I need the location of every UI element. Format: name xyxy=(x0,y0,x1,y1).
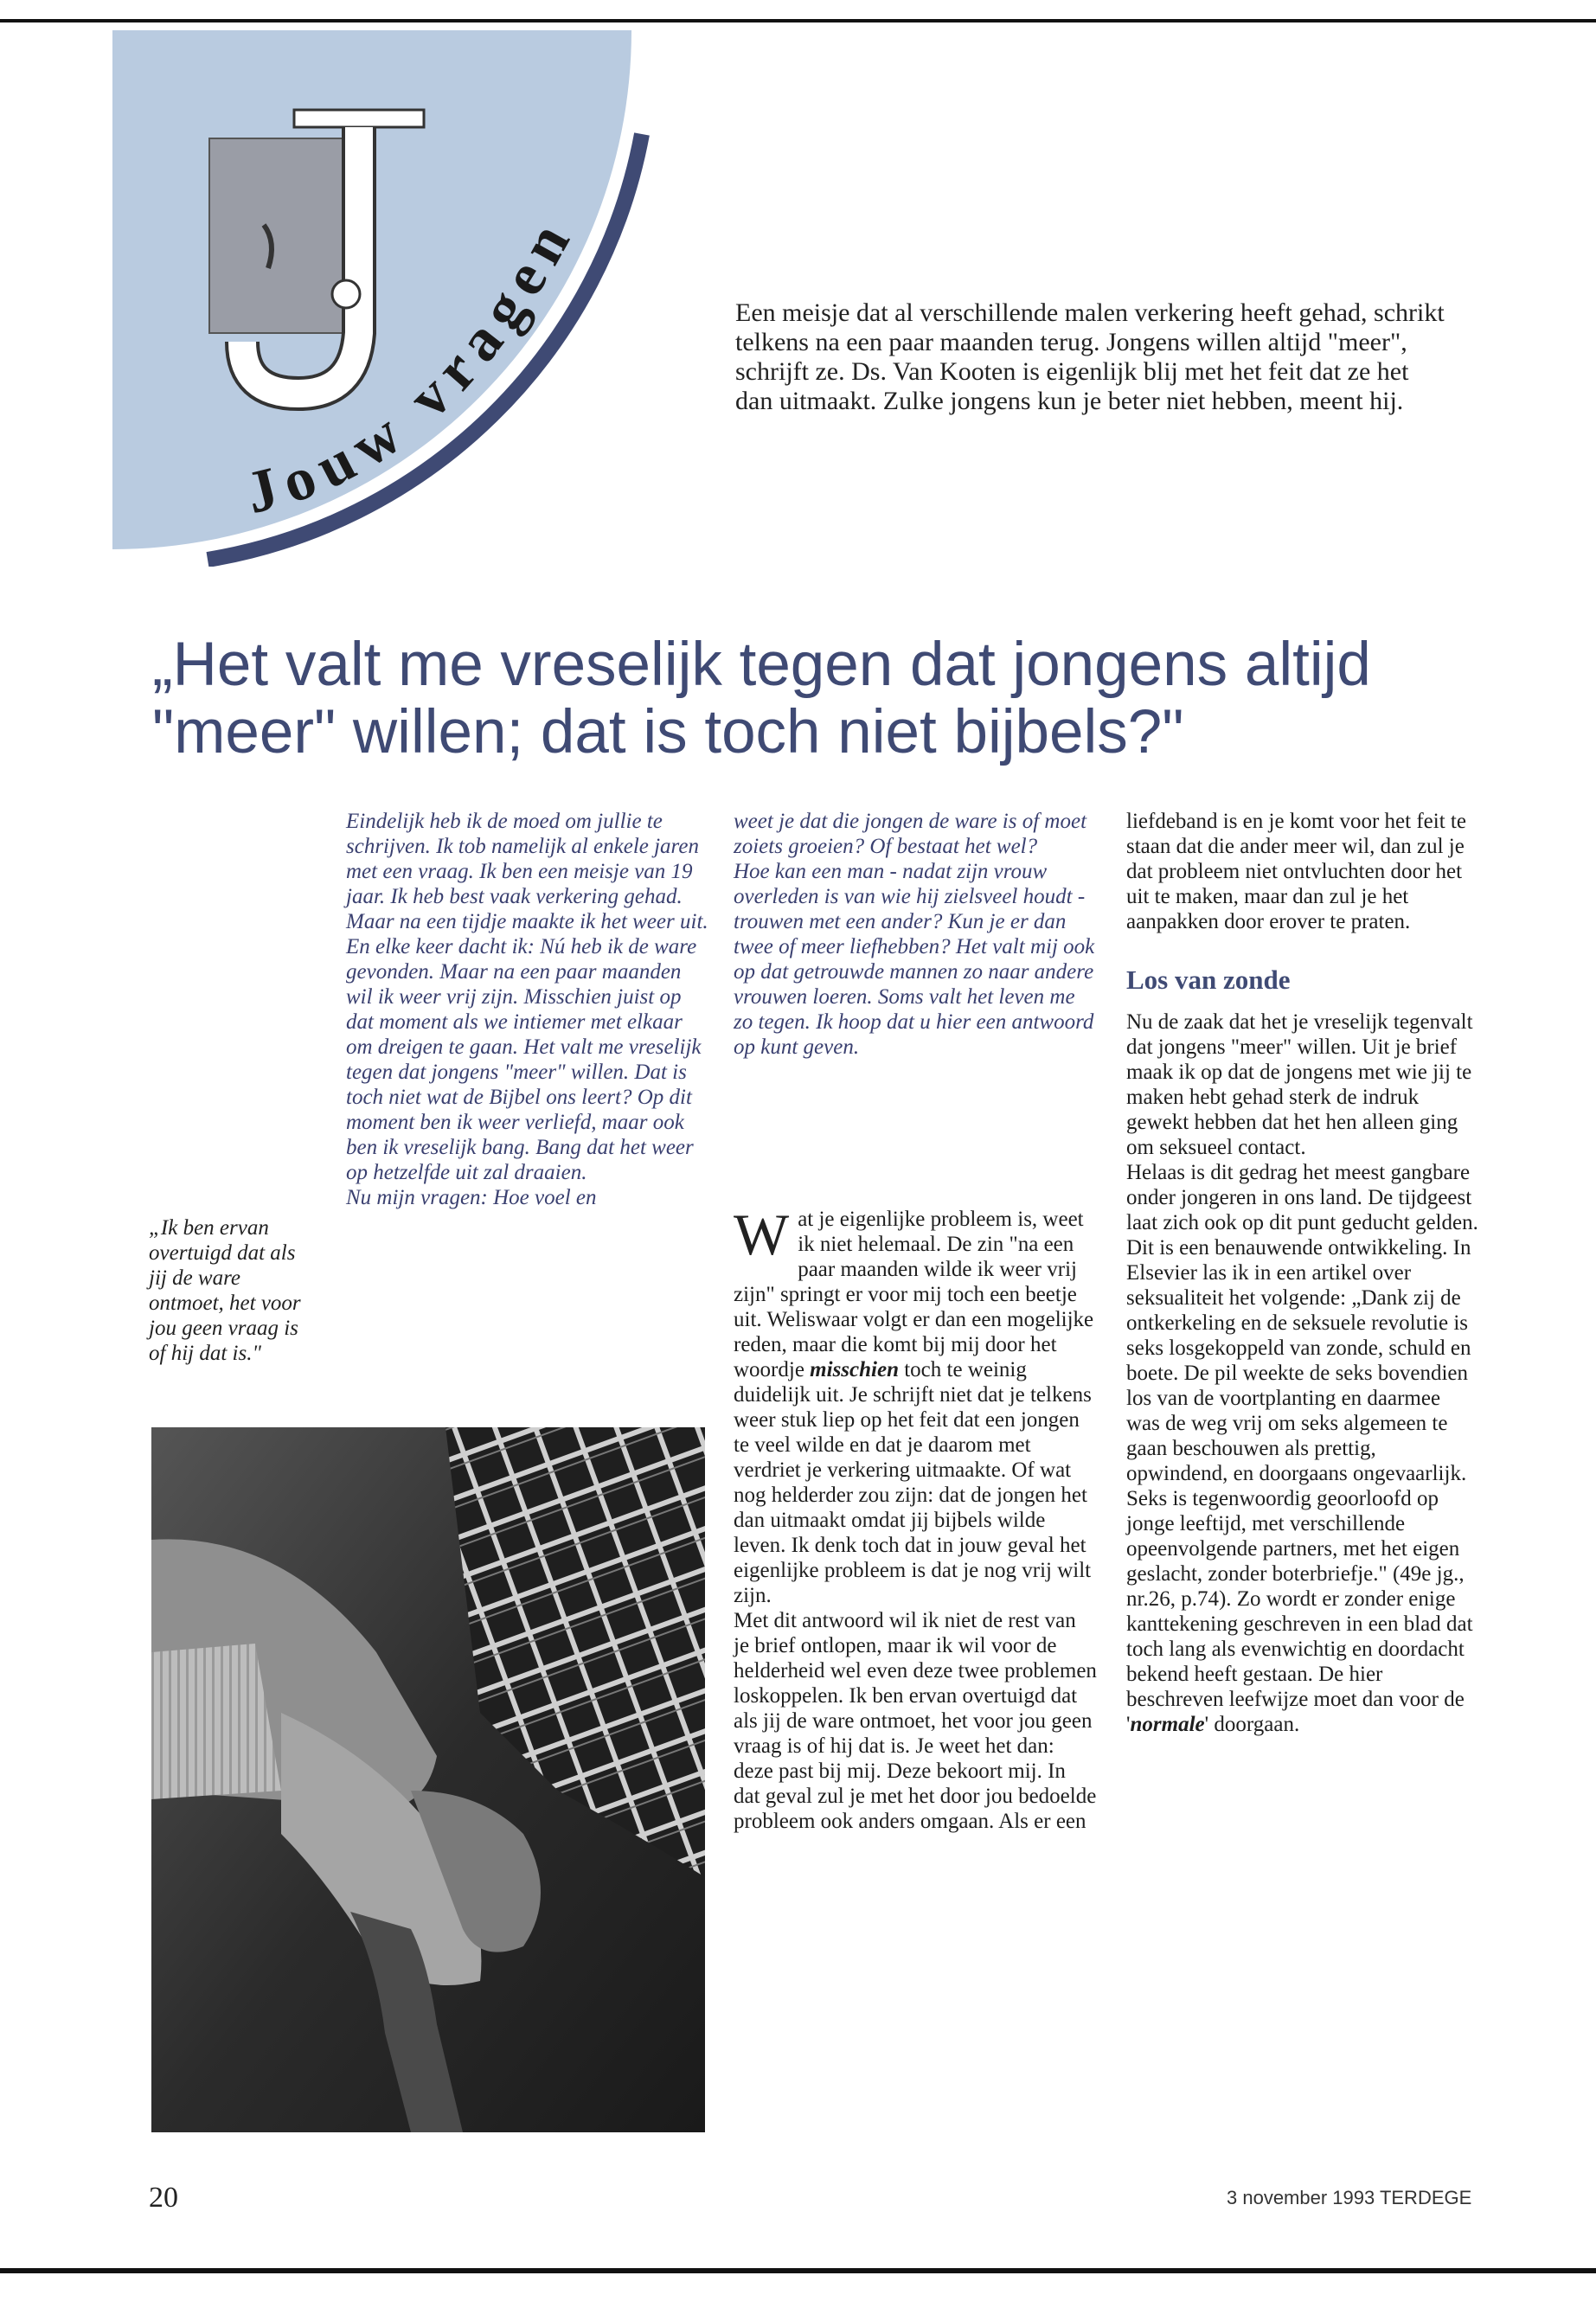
answer-paragraph xyxy=(734,1202,1097,1608)
answer-text: at je eigenlijke probleem is, weet ik niet helemaal. De zin "na een paar maanden wilde ik weer vrij zijn" springt er voor mij toch een beetje uit. Weliswaar volgt er dan een mogelijke reden, maar die komt bij mij door het woordje xyxy=(734,1208,1094,1381)
photo-holding-hands xyxy=(151,1427,705,2132)
photo-image xyxy=(151,1427,705,2132)
emphasized-word: normale xyxy=(1130,1713,1205,1736)
column-badge xyxy=(112,30,666,567)
reader-letter-column-1 xyxy=(346,809,709,1210)
answer-paragraph: Nu de zaak dat het je vreselijk tegenvalt dat jongens "meer" willen. Uit je brief maak ik op dat de jongens met wie jij te maken hebt gehad sterk de indruk gewekt hebben dat het hen alleen ging om seksueel contact. xyxy=(1126,1010,1473,1159)
emphasized-word: misschien xyxy=(810,1358,899,1381)
answer-text: Helaas is dit gedrag het meest gangbare onder jongeren in ons land. De tijdgeest laat zich ook op dit punt geducht gelden. Dit is een benauwende ontwikkeling. In Elsevier las ik in een artikel over seksualiteit het volgende: „Dank zij de ontkerkeling en de seksuele revolutie is seks losgekoppeld van zonde, schuld en boete. De pil weekte de seks bovendien los van de voortplanting en daarmee was de weg vrij om seks algemeen te gaan beschouwen als prettig, opwindend, en doorgaans ongevaarlijk. Seks is tegenwoordig geoorloofd op jonge leeftijd, met verschillende opeenvolgende partners, met het eigen geslacht, zonder boterbriefje." (49e jg., nr.26, p.74). Zo wordt er zonder enige kanttekening geschreven in een blad dat toch lang als evenwichtig en doordacht bekend heeft gestaan. De hier beschreven leefwijze moet dan voor de ' xyxy=(1126,1161,1478,1736)
issue-footer: 3 november 1993 TERDEGE xyxy=(1227,2187,1472,2208)
answer-column-2 xyxy=(734,1202,1097,1834)
top-rule xyxy=(0,19,1596,22)
bottom-rule xyxy=(0,2268,1596,2273)
letter-paragraph: Hoe kan een man - nadat zijn vrouw overleden is van wie hij zielsveel houdt - trouwen met een ander? Kun je er dan twee of meer liefhebben? Het valt mij ook op dat getrouwde mannen zo naar andere vrouwen loeren. Soms valt het leven me zo tegen. Ik hoop dat u hier een antwoord op kunt geven. xyxy=(734,860,1095,1059)
reader-letter-column-2 xyxy=(734,809,1097,1060)
letter-paragraph: Eindelijk heb ik de moed om jullie te schrijven. Ik tob namelijk al enkele jaren met een vraag. Ik ben een meisje van 19 jaar. Ik heb best vaak verkering gehad. Maar na een tijdje maakte ik het weer uit. En elke keer dacht ik: Nú heb ik de ware gevonden. Maar na een paar maanden wil ik weer vrij zijn. Misschien juist op dat moment als we intiemer met elkaar om dreigen te gaan. Het valt me vreselijk tegen dat jongens "meer" willen. Dat is toch niet wat de Bijbel ons leert? Op dit moment ben ik weer verliefd, maar ook ben ik vreselijk bang. Bang dat het weer op hetzelfde uit zal draaien. xyxy=(346,810,708,1184)
drop-cap: W xyxy=(734,1202,790,1267)
page-number: 20 xyxy=(149,2182,178,2214)
letter-paragraph: weet je dat die jongen de ware is of moet zoiets groeien? Of bestaat het wel? xyxy=(734,810,1087,858)
headline-line-1: „Het valt me vreselijk tegen dat jongens altijd xyxy=(152,631,1371,699)
headline-line-2: "meer" willen; dat is toch niet bijbels?" xyxy=(152,698,1184,766)
answer-paragraph: Met dit antwoord wil ik niet de rest van je brief ontlopen, maar ik wil voor de helderheid wel even deze twee problemen loskoppelen. Ik ben ervan overtuigd dat als jij de ware ontmoet, het voor jou geen vraag is of hij dat is. Je weet het dan: deze past bij mij. Deze bekoort mij. In dat geval zul je met het door jou bedoelde probleem ook anders omgaan. Als er een xyxy=(734,1609,1097,1833)
pull-quote: „Ik ben ervan overtuigd dat als jij de ware ontmoet, het voor jou geen vraag is of hij dat is." xyxy=(149,1216,301,1365)
answer-paragraph: liefdeband is en je komt voor het feit te staan dat die ander meer wil, dan zul je dat probleem niet ontvluchten door het uit te maken, maar dan zul je het aanpakken door erover te praten. xyxy=(1126,810,1466,933)
headline xyxy=(152,631,1467,766)
answer-text: toch te weinig duidelijk uit. Je schrijft niet dat je telkens weer stuk liep op het feit dat een jongen te veel wilde en dat je daarom met verdriet je verkering uitmaakte. Of wat nog helderder zou zijn: dat de jongen het dan uitmaakt omdat jij bijbels wilde leven. Ik denk toch dat in jouw geval het eigenlijke probleem is dat je nog vrij wilt zijn. xyxy=(734,1358,1092,1607)
answer-text: ' doorgaan. xyxy=(1204,1713,1300,1736)
answer-column-3 xyxy=(1126,809,1479,1737)
letter-paragraph: Nu mijn vragen: Hoe voel en xyxy=(346,1186,597,1209)
column-name-text: Jouw vragen xyxy=(239,203,588,528)
intro-paragraph: Een meisje dat al verschillende malen verkering heeft gehad, schrikt telkens na een paar maanden terug. Jongens willen altijd "meer", schrijft ze. Ds. Van Kooten is eigenlijk blij met het feit dat ze het dan uitmaakt. Zulke jongens kun je beter niet hebben, meent hij. xyxy=(735,298,1445,415)
answer-paragraph xyxy=(1126,1160,1479,1737)
section-subheading: Los van zonde xyxy=(1126,965,1291,995)
